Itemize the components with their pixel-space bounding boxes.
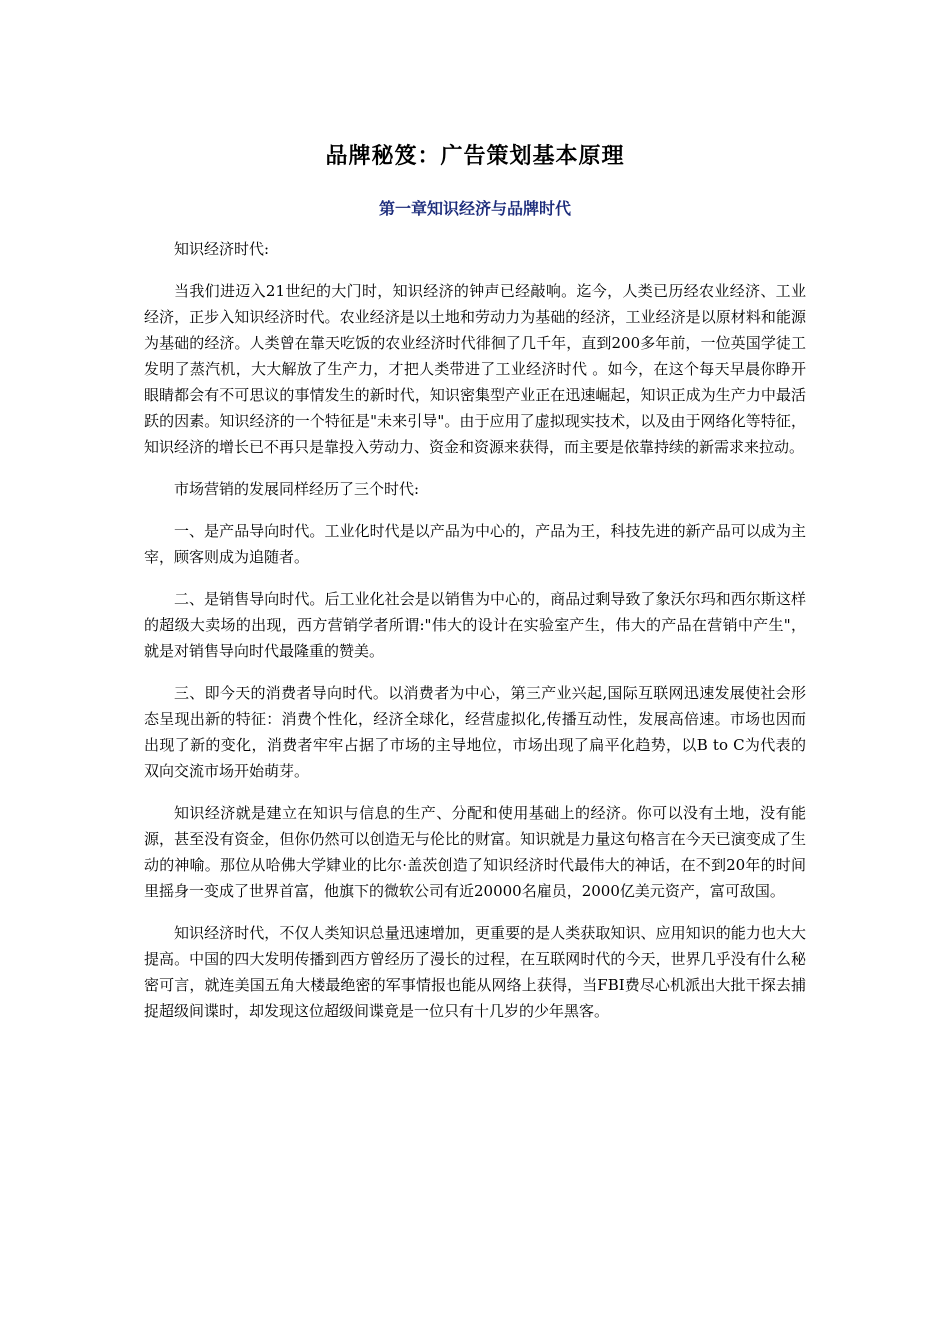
paragraph-knowledge-economy-intro: 当我们进迈入21世纪的大门时，知识经济的钟声已经敲响。迄今，人类已历经农业经济、工业经济，正步入知识经济时代。农业经济是以土地和劳动力为基础的经济，工业经济是以原材料和能源为基础的经济。人类曾在靠天吃饭的农业经济时代徘徊了几千年，直到200多年前，一位英国学徒工发明了蒸汽机，大大解放了生产力，才把人类带进了工业经济时代 。如今，在这个每天早晨你睁开眼睛都会有不可思议的事情发生的新时代，知识密集型产业正在迅速崛起，知识正成为生产力中最活跃的因素。知识经济的一个特征是"未来引导"。由于应用了虚拟现实技术，以及由于网络化等特征，知识经济的增长已不再只是靠投入劳动力、资金和资源来获得，而主要是依靠持续的新需求来拉动。 — [144, 282, 806, 456]
paragraph-section-heading: 知识经济时代: — [174, 240, 270, 258]
paragraph-consumer-era: 三、即今天的消费者导向时代。以消费者为中心，第三产业兴起,国际互联网迅速发展使社会形态呈现出新的特征：消费个性化，经济全球化，经营虚拟化,传播互动性，发展高倍速。市场也因而出现了新的变化，消费者牢牢占据了市场的主导地位，市场出现了扁平化趋势，以B to C为代表的双向交流市场开始萌芽。 — [144, 684, 806, 780]
paragraph-knowledge-economy-definition: 知识经济就是建立在知识与信息的生产、分配和使用基础上的经济。你可以没有土地，没有能源，甚至没有资金，但你仍然可以创造无与伦比的财富。知识就是力量这句格言在今天已演变成了生动的神喻。那位从哈佛大学肄业的比尔·盖茨创造了知识经济时代最伟大的神话，在不到20年的时间里摇身一变成了世界首富，他旗下的微软公司有近20000名雇员，2000亿美元资产，富可敌国。 — [144, 804, 806, 900]
paragraph-product-era: 一、是产品导向时代。工业化时代是以产品为中心的，产品为王，科技先进的新产品可以成为主宰，顾客则成为追随者。 — [144, 522, 806, 566]
chapter-title: 第一章知识经济与品牌时代 — [378, 199, 571, 218]
document-page — [144, 140, 806, 1040]
paragraph-marketing-eras-heading: 市场营销的发展同样经历了三个时代: — [174, 480, 420, 498]
paragraph-sales-era: 二、是销售导向时代。后工业化社会是以销售为中心的，商品过剩导致了象沃尔玛和西尔斯这样的超级大卖场的出现，西方营销学者所谓:"伟大的设计在实验室产生，伟大的产品在营销中产生"，就是对销售导向时代最隆重的赞美。 — [144, 590, 806, 660]
paragraph-knowledge-acquisition: 知识经济时代，不仅人类知识总量迅速增加，更重要的是人类获取知识、应用知识的能力也大大提高。中国的四大发明传播到西方曾经历了漫长的过程，在互联网时代的今天，世界几乎没有什么秘密可言，就连美国五角大楼最绝密的军事情报也能从网络上获得，当FBI费尽心机派出大批干探去捕捉超级间谍时，却发现这位超级间谍竟是一位只有十几岁的少年黑客。 — [144, 924, 806, 1020]
document-title: 品牌秘笈：广告策划基本原理 — [325, 144, 625, 169]
